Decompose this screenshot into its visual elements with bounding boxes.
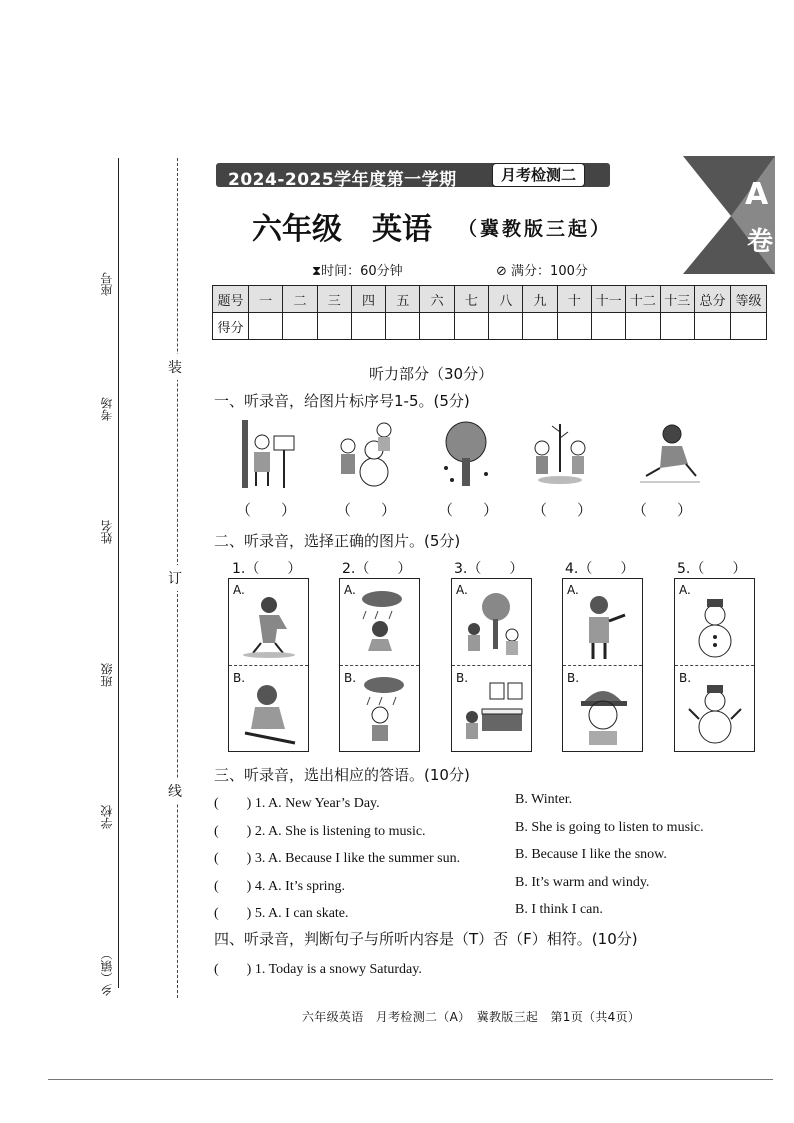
- score-cell[interactable]: [317, 313, 351, 340]
- hourglass-icon: ⧗: [312, 264, 322, 279]
- paper-a-badge: [683, 156, 775, 274]
- question-number[interactable]: 1.（ ）: [232, 561, 302, 577]
- score-cell[interactable]: [283, 313, 317, 340]
- answer-blank[interactable]: （ ）: [632, 501, 693, 519]
- table-cell: 七: [454, 286, 488, 313]
- child-sledding-icon: [239, 679, 299, 747]
- option-divider: [675, 665, 754, 666]
- option-divider: [229, 665, 308, 666]
- page-footer: 六年级英语 月考检测二（A） 冀教版三起 第1页（共4页）: [302, 1010, 641, 1024]
- score-table-header-row: [213, 286, 767, 313]
- score-cell[interactable]: [351, 313, 385, 340]
- score-cell[interactable]: [454, 313, 488, 340]
- snowman-icon: [691, 593, 739, 661]
- binding-margin-line: [118, 158, 119, 988]
- boy-skating-icon: [241, 593, 297, 659]
- exam-name: 月考检测二: [492, 163, 585, 187]
- time-info: [312, 260, 403, 279]
- question-number[interactable]: 2.（ ）: [342, 561, 412, 577]
- score-cell[interactable]: [591, 313, 625, 340]
- score-info: [496, 260, 588, 279]
- answer-blank[interactable]: （ ）: [532, 501, 593, 519]
- question-option-a[interactable]: ( ) 3. A. Because I like the summer sun.: [214, 851, 461, 866]
- class-label: 班级: [100, 663, 114, 687]
- kids-building-snowman-icon: [334, 420, 400, 488]
- picture-choice-2[interactable]: [339, 578, 420, 752]
- section3-title: 三、听录音，选出相应的答语。(10分): [214, 766, 470, 784]
- question-option-b[interactable]: B. Winter.: [515, 792, 573, 807]
- option-divider: [340, 665, 419, 666]
- time-text: 时间：60分钟: [321, 264, 403, 279]
- question-number[interactable]: 4.（ ）: [565, 561, 635, 577]
- question-option-a[interactable]: ( ) 2. A. She is listening to music.: [214, 824, 426, 839]
- kids-under-tree-icon: [460, 591, 524, 661]
- option-a-label: A.: [344, 583, 356, 597]
- exam-room-label: 考场: [100, 397, 114, 421]
- name-label: 姓名: [100, 520, 114, 544]
- table-cell: 十: [557, 286, 591, 313]
- option-b-label: B.: [344, 671, 357, 685]
- girl-at-piano-icon: [460, 679, 524, 747]
- paper-title: 六年级 英语: [252, 212, 432, 247]
- question-number[interactable]: 3.（ ）: [454, 561, 524, 577]
- page-bottom-rule: [48, 1079, 773, 1080]
- seat-number-label: 座号: [100, 272, 114, 296]
- binding-char-xian: 线: [168, 778, 182, 804]
- question-option-a[interactable]: ( ) 5. A. I can skate.: [214, 906, 349, 921]
- school-year: 2024-2025学年度第一学期: [228, 170, 457, 190]
- question-option-b[interactable]: B. She is going to listen to music.: [515, 820, 704, 835]
- score-cell[interactable]: [523, 313, 557, 340]
- kids-planting-tree-icon: [528, 420, 592, 488]
- table-cell: 十三: [660, 286, 694, 313]
- section4-title: 四、听录音，判断句子与所听内容是（T）否（F）相符。(10分): [214, 930, 638, 948]
- score-cell[interactable]: [489, 313, 523, 340]
- boy-with-cap-icon: [573, 677, 633, 747]
- option-a-label: A.: [233, 583, 245, 597]
- table-cell: 总分: [695, 286, 731, 313]
- girl-by-signpost-icon: [240, 418, 295, 490]
- table-cell: 九: [523, 286, 557, 313]
- score-cell[interactable]: [420, 313, 454, 340]
- full-score-text: 满分：100分: [511, 264, 588, 279]
- picture-choice-4[interactable]: [562, 578, 643, 752]
- option-b-label: B.: [233, 671, 246, 685]
- table-cell: 三: [317, 286, 351, 313]
- paper-edition: （冀教版三起）: [458, 218, 613, 240]
- boy-pointing-icon: [575, 591, 631, 661]
- table-cell: 五: [386, 286, 420, 313]
- score-table: [212, 285, 767, 340]
- section2-title: 二、听录音，选择正确的图片。(5分): [214, 532, 461, 550]
- question-option-b[interactable]: B. Because I like the snow.: [515, 847, 667, 862]
- question-number[interactable]: 5.（ ）: [677, 561, 747, 577]
- check-circle-icon: ⊘: [496, 264, 507, 279]
- score-cell[interactable]: [695, 313, 731, 340]
- true-false-question[interactable]: ( ) 1. Today is a snowy Saturday.: [214, 962, 422, 977]
- option-b-label: B.: [679, 671, 692, 685]
- table-cell: 六: [420, 286, 454, 313]
- picture-choice-3[interactable]: [451, 578, 532, 752]
- answer-blank[interactable]: （ ）: [336, 501, 397, 519]
- score-table-score-row: [213, 313, 767, 340]
- score-cell[interactable]: [660, 313, 694, 340]
- child-sliding-on-ice-icon: [640, 420, 700, 486]
- picture-choice-1[interactable]: [228, 578, 309, 752]
- table-cell: 等级: [731, 286, 767, 313]
- option-a-label: A.: [567, 583, 579, 597]
- snowman-waving-icon: [687, 679, 743, 747]
- option-a-label: A.: [679, 583, 691, 597]
- score-cell[interactable]: [249, 313, 283, 340]
- table-cell: 题号: [213, 286, 249, 313]
- section1-title: 一、听录音，给图片标序号1-5。(5分): [214, 392, 470, 410]
- picture-choice-5[interactable]: [674, 578, 755, 752]
- score-cell[interactable]: [626, 313, 660, 340]
- badge-char: 卷: [747, 227, 774, 257]
- question-option-a[interactable]: ( ) 4. A. It’s spring.: [214, 879, 346, 894]
- option-b-label: B.: [456, 671, 469, 685]
- score-cell[interactable]: [557, 313, 591, 340]
- girl-in-rain-icon: [352, 589, 408, 661]
- binding-char-zhuang: 装: [168, 354, 182, 380]
- option-b-label: B.: [567, 671, 580, 685]
- question-option-a[interactable]: ( ) 1. A. New Year’s Day.: [214, 796, 380, 811]
- table-cell: 十二: [626, 286, 660, 313]
- table-cell: 八: [489, 286, 523, 313]
- township-label: 乡（镇）: [100, 948, 114, 996]
- table-cell: 十一: [591, 286, 625, 313]
- tree-losing-leaves-icon: [440, 418, 492, 490]
- school-label: 学校: [100, 805, 114, 829]
- option-divider: [452, 665, 531, 666]
- table-cell: 得分: [213, 313, 249, 340]
- option-a-label: A.: [456, 583, 468, 597]
- badge-letter: A: [745, 177, 769, 212]
- table-cell: 一: [249, 286, 283, 313]
- boy-in-rain-icon: [352, 675, 408, 747]
- score-cell[interactable]: [731, 313, 767, 340]
- listening-part-title: 听力部分（30分）: [369, 365, 494, 383]
- answer-blank[interactable]: （ ）: [438, 501, 499, 519]
- answer-blank[interactable]: （ ）: [236, 501, 297, 519]
- score-cell[interactable]: [386, 313, 420, 340]
- option-divider: [563, 665, 642, 666]
- table-cell: 二: [283, 286, 317, 313]
- binding-char-ding: 订: [168, 565, 182, 591]
- question-option-b[interactable]: B. It’s warm and windy.: [515, 875, 650, 890]
- table-cell: 四: [351, 286, 385, 313]
- question-option-b[interactable]: B. I think I can.: [515, 902, 603, 917]
